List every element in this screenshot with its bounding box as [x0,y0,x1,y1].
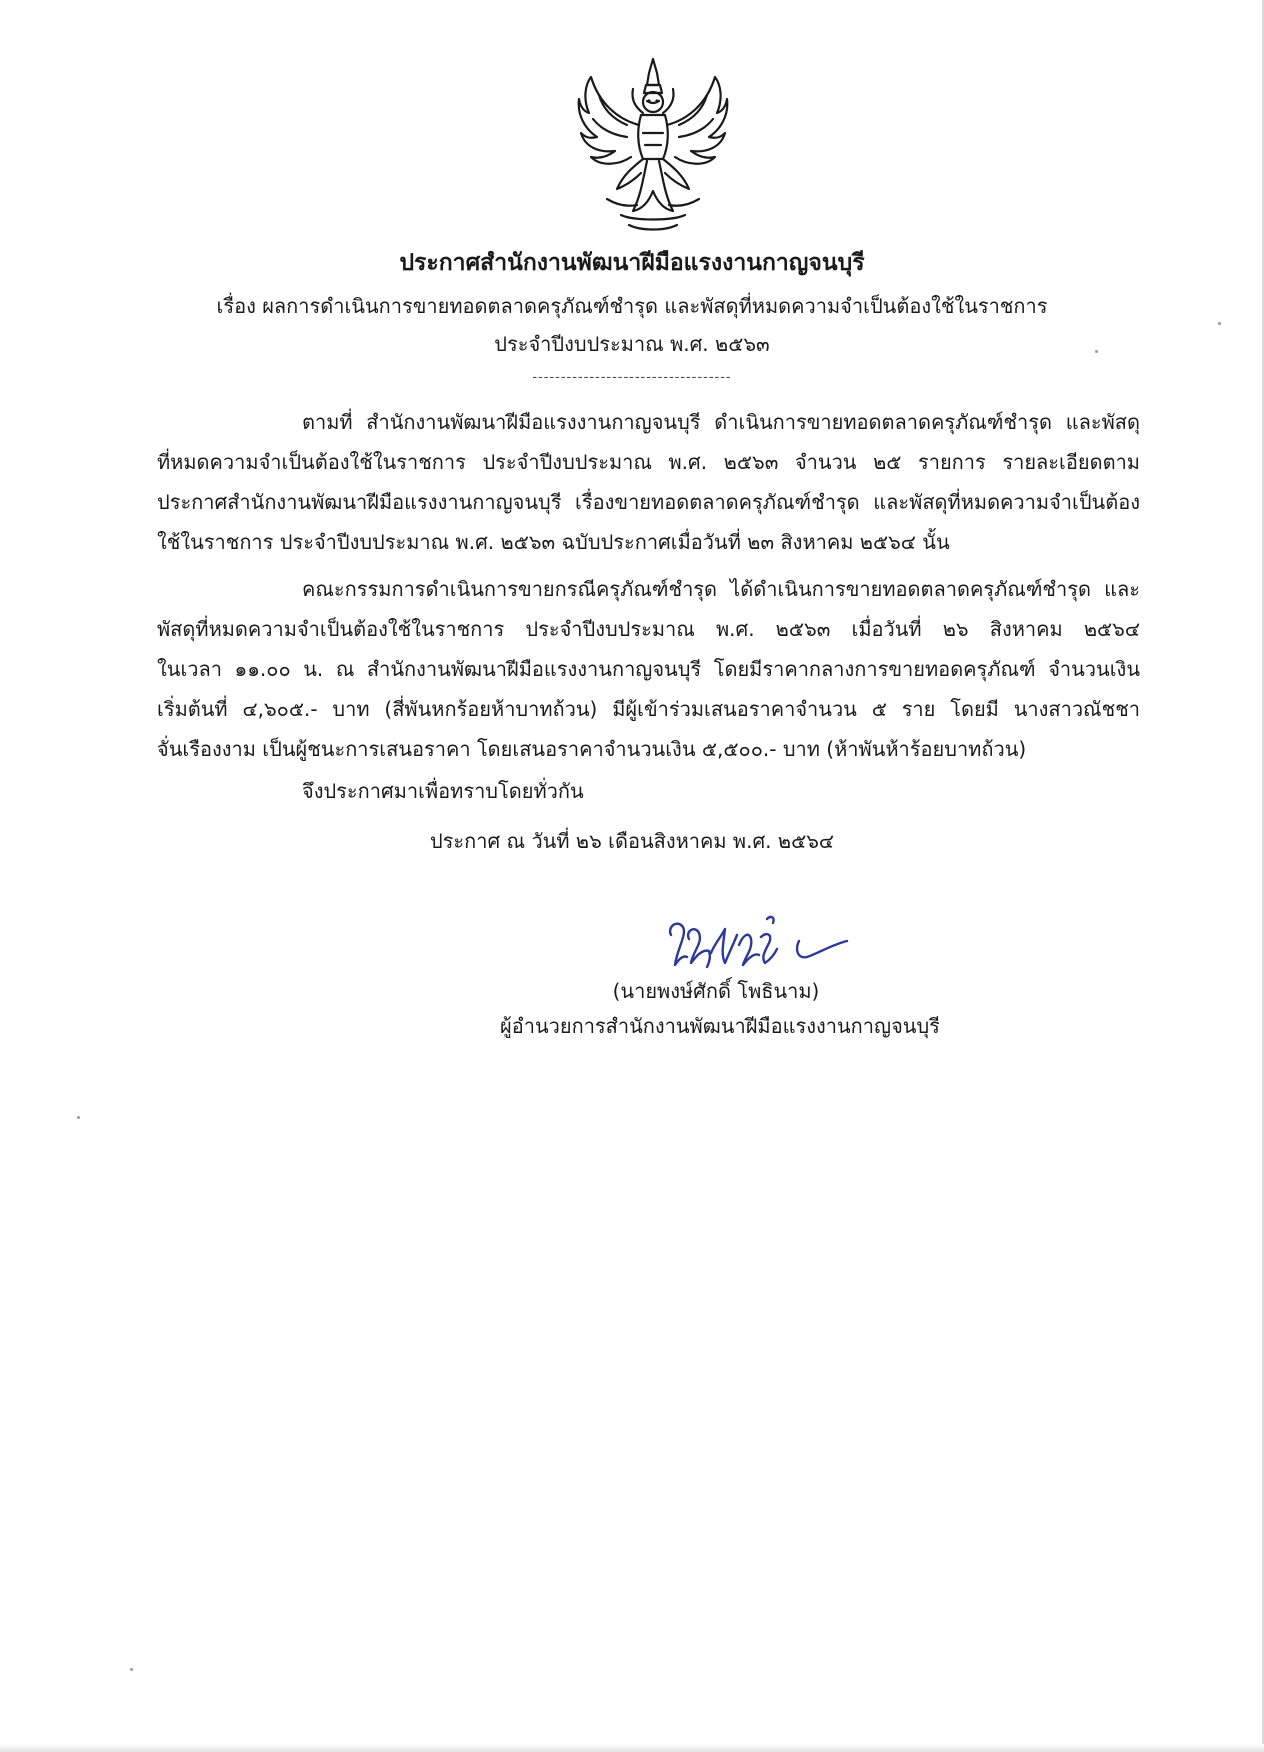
scan-speck [77,1116,80,1119]
signatory-position: ผู้อำนวยการสำนักงานพัฒนาฝีมือแรงงานกาญจนบุรี [500,1014,940,1038]
paragraph-2-line: จั่นเรืองงาม เป็นผู้ชนะการเสนอราคา โดยเสนอราคาจำนวนเงิน ๕,๕๐๐.- บาท (ห้าพันห้าร้อยบาทถ้วน) [157,737,1027,761]
scan-edge-bottom [0,1744,1264,1752]
announcement-title: ประกาศสำนักงานพัฒนาฝีมือแรงงานกาญจนบุรี [399,250,865,276]
paragraph-1-line: ตามที่ สำนักงานพัฒนาฝีมือแรงงานกาญจนบุรี ดำเนินการขายทอดตลาดครุภัณฑ์ชำรุด และพัสดุ [302,410,1140,434]
paragraph-2-line: ในเวลา ๑๑.๐๐ น. ณ สำนักงานพัฒนาฝีมือแรงงานกาญจนบุรี โดยมีราคากลางการขายทอดครุภัณฑ์ จำนวนเงิน [157,657,1140,681]
scan-speck [1218,322,1221,325]
closing-statement: จึงประกาศมาเพื่อทราบโดยทั่วกัน [302,779,584,803]
scan-speck [130,1668,133,1671]
paragraph-2-line: คณะกรรมการดำเนินการขายกรณีครุภัณฑ์ชำรุด ได้ดำเนินการขายทอดตลาดครุภัณฑ์ชำรุด และ [302,577,1140,601]
paragraph-1-line: ใช้ในราชการ ประจำปีงบประมาณ พ.ศ. ๒๕๖๓ ฉบับประกาศเมื่อวันที่ ๒๓ สิงหาคม ๒๕๖๔ นั้น [157,530,950,554]
announcement-date: ประกาศ ณ วันที่ ๒๖ เดือนสิงหาคม พ.ศ. ๒๕๖๔ [429,829,835,853]
signatory-name: (นายพงษ์ศักดิ์ โพธินาม) [612,979,820,1003]
title-divider: ----------------------------------- [532,370,732,385]
handwritten-signature [663,905,853,977]
paragraph-2-line: เริ่มต้นที่ ๔,๖๐๕.- บาท (สี่พันหกร้อยห้าบาทถ้วน) มีผู้เข้าร่วมเสนอราคาจำนวน ๕ ราย โดยมี นางสาวณัชชา [157,697,1140,721]
fiscal-year-line: ประจำปีงบประมาณ พ.ศ. ๒๕๖๓ [494,332,770,356]
garuda-emblem-icon [577,55,729,233]
paragraph-1-line: ที่หมดความจำเป็นต้องใช้ในราชการ ประจำปีงบประมาณ พ.ศ. ๒๕๖๓ จำนวน ๒๕ รายการ รายละเอียดตาม [157,450,1140,474]
paragraph-2-line: พัสดุที่หมดความจำเป็นต้องใช้ในราชการ ประจำปีงบประมาณ พ.ศ. ๒๕๖๓ เมื่อวันที่ ๒๖ สิงหาคม ๒๕๖๔ [157,617,1140,641]
paragraph-1-line: ประกาศสำนักงานพัฒนาฝีมือแรงงานกาญจนบุรี เรื่องขายทอดตลาดครุภัณฑ์ชำรุด และพัสดุที่หมดความจำเป็นต้อง [157,490,1140,514]
announcement-subject: เรื่อง ผลการดำเนินการขายทอดตลาดครุภัณฑ์ชำรุด และพัสดุที่หมดความจำเป็นต้องใช้ในราชการ [216,294,1048,318]
